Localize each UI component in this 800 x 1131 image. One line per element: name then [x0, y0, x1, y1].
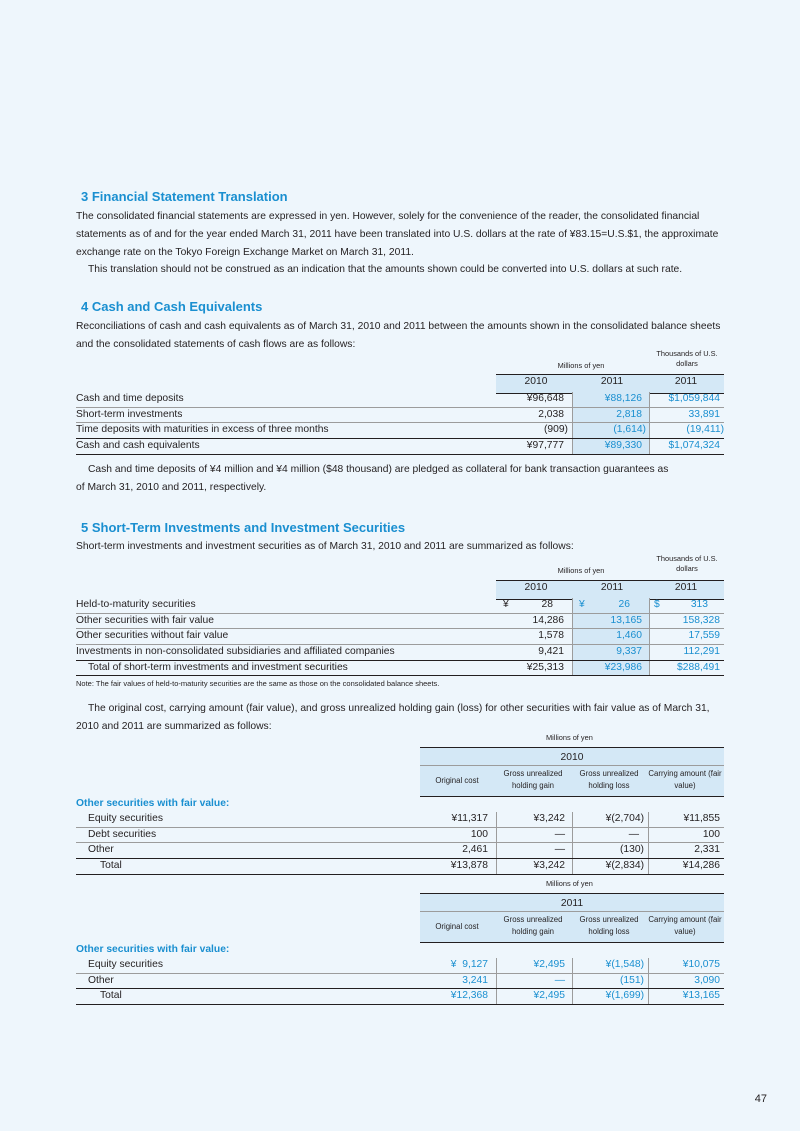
value-2010: 9,421 — [538, 646, 564, 658]
year-2011-usd: 2011 — [674, 376, 698, 387]
value-2011-usd: $1,059,844 — [668, 393, 720, 404]
section-3-p2-text: This translation should not be construed as an indication that the amounts shown could be converted into U.S. dollars at such rate. — [88, 264, 683, 275]
section-5-paragraph: Short-term investments and investment securities as of March 31, 2010 and 2011 are summarized as follows: — [76, 541, 574, 552]
table-row — [76, 408, 724, 424]
fair-value-rows-2010 — [76, 812, 724, 875]
value-2011: ¥89,330 — [604, 440, 642, 452]
year-label: 2010 — [420, 747, 724, 766]
row-label: Equity securities — [88, 813, 163, 824]
value-2011: 26 — [618, 599, 630, 610]
section-5-title: 5 Short-Term Investments and Investment Securities — [81, 520, 406, 535]
row-label: Other securities without fair value — [76, 630, 229, 642]
value-2011: (1,614) — [613, 424, 646, 436]
value-2010: 28 — [541, 599, 553, 610]
table-units-header — [76, 348, 724, 374]
row-label: Held-to-maturity securities — [76, 599, 196, 610]
col-original-cost: Original cost — [435, 922, 479, 931]
value-loss: ¥(1,699) — [605, 990, 644, 1002]
fair-value-table-2011 — [76, 879, 724, 1005]
value-original-cost: 100 — [470, 828, 488, 840]
units-usd-label: Thousands of U.S. dollars — [656, 554, 718, 573]
row-label: Debt securities — [88, 828, 157, 840]
value-2011-usd: $1,074,324 — [668, 440, 720, 452]
col-unrealized-loss: Gross unrealized holding loss — [579, 769, 639, 790]
value-original-cost: ¥13,878 — [450, 860, 488, 872]
table-row — [76, 629, 724, 645]
value-loss: ¥(2,704) — [605, 813, 644, 824]
section-5-p2-text: The original cost, carrying amount (fair value), and gross unrealized holding gain (loss) for other securities with fair value as of March 31, 2010 and 2011 are summarized as follows: — [76, 703, 710, 732]
row-label: Time deposits with maturities in excess of three months — [76, 424, 329, 436]
table-row — [76, 598, 724, 614]
table-row — [76, 423, 724, 439]
investments-table — [76, 554, 724, 676]
year-2011: 2011 — [600, 582, 624, 593]
value-2010: ¥25,313 — [526, 661, 564, 673]
category-row — [76, 797, 724, 812]
value-original-cost: 2,461 — [462, 844, 488, 856]
row-label: Equity securities — [88, 959, 163, 970]
value-2011: 13,165 — [610, 614, 642, 626]
table-row — [76, 828, 724, 844]
table-row-total — [76, 859, 724, 875]
row-label: Total of short-term investments and investment securities — [88, 661, 348, 673]
value-2010: ¥96,648 — [526, 393, 564, 404]
units-row — [76, 733, 724, 747]
units-yen-label: Millions of yen — [546, 733, 593, 742]
col-unrealized-loss: Gross unrealized holding loss — [579, 915, 639, 936]
value-2010: (909) — [543, 424, 568, 436]
section-3-paragraph-2 — [76, 261, 726, 279]
table-row — [76, 645, 724, 661]
section-4-paragraph-2 — [76, 461, 726, 497]
value-2011: ¥88,126 — [604, 393, 642, 404]
section-4-paragraph: Reconciliations of cash and cash equivalents as of March 31, 2010 and 2011 between the amounts shown in the consolidated balance sheets and the consolidated statements of cash flows are as follows: — [76, 321, 721, 350]
section-4-title: 4 Cash and Cash Equivalents — [81, 299, 263, 314]
column-header-row — [420, 912, 724, 943]
value-2011-usd: (19,411) — [686, 424, 724, 436]
units-yen-label: Millions of yen — [557, 566, 605, 575]
value-2010: 14,286 — [532, 614, 564, 626]
units-row — [76, 879, 724, 893]
col-unrealized-gain: Gross unrealized holding gain — [503, 915, 563, 936]
currency-2010: ¥ — [503, 599, 509, 610]
value-2011-usd: 313 — [690, 599, 708, 610]
year-header-row — [76, 747, 724, 766]
value-gain: ¥3,242 — [533, 813, 565, 824]
section-4-p2-text: Cash and time deposits of ¥4 million and ¥4 million ($48 thousand) are pledged as collateral for bank transaction guarantees as of March 31, 2010 and 2011, respectively. — [76, 464, 669, 493]
row-label: Cash and time deposits — [76, 393, 184, 404]
value-2011-usd: 158,328 — [682, 614, 720, 626]
value-2010: ¥97,777 — [526, 440, 564, 452]
row-label: Other securities with fair value — [76, 614, 214, 626]
units-yen-label: Millions of yen — [557, 361, 605, 370]
row-label: Short-term investments — [76, 408, 183, 420]
value-original-cost: 3,241 — [462, 974, 488, 986]
table-row — [76, 843, 724, 859]
value-2011: 2,818 — [616, 408, 642, 420]
value-loss: ¥(2,834) — [605, 860, 644, 872]
currency-2011: ¥ — [579, 599, 585, 610]
units-yen-label: Millions of yen — [546, 879, 593, 888]
value-gain: ¥3,242 — [533, 860, 565, 872]
fair-value-rows-2011 — [76, 958, 724, 1005]
year-header-row — [76, 580, 724, 598]
col-carrying-amount: Carrying amount (fair value) — [648, 769, 722, 790]
fair-value-table-2010 — [76, 733, 724, 875]
row-label: Cash and cash equivalents — [76, 440, 200, 452]
value-2011: ¥23,986 — [604, 661, 642, 673]
value-loss: — — [628, 828, 639, 840]
table-row-total — [76, 661, 724, 677]
value-gain: ¥2,495 — [533, 959, 565, 970]
value-2011: 1,460 — [616, 630, 642, 642]
value-original-cost: ¥ 9,127 — [450, 959, 488, 970]
cash-equivalents-table — [76, 348, 724, 455]
year-2010: 2010 — [524, 376, 548, 387]
year-2011-usd: 2011 — [674, 582, 698, 593]
table-units-header — [76, 554, 724, 580]
value-carrying: 3,090 — [694, 974, 720, 986]
table-row — [76, 614, 724, 630]
value-carrying: 100 — [702, 828, 720, 840]
year-header-row — [76, 374, 724, 392]
table-row — [76, 812, 724, 828]
section-3-paragraph: The consolidated financial statements are expressed in yen. However, solely for the convenience of the reader, the consolidated financial statements as of and for the year ended March 31, 2011 have been translated into U.S. dollars at the rate of ¥83.15=U.S.$1, the approximate exchange rate on the Tokyo Foreign Exchange Market on March 31, 2011. — [76, 211, 719, 258]
currency-2011-usd: $ — [654, 599, 660, 610]
value-carrying: ¥11,855 — [683, 813, 720, 824]
value-2010: 1,578 — [538, 630, 564, 642]
row-label: Total — [100, 990, 122, 1002]
row-label: Investments in non-consolidated subsidiaries and affiliated companies — [76, 646, 395, 658]
value-2011-usd: $288,491 — [677, 661, 720, 673]
value-carrying: ¥10,075 — [682, 959, 720, 970]
row-label: Other — [88, 844, 114, 856]
value-loss: ¥(1,548) — [605, 959, 644, 970]
value-2011-usd: 33,891 — [688, 408, 720, 420]
table-row-total — [76, 989, 724, 1005]
value-2010: 2,038 — [538, 408, 564, 420]
year-2010: 2010 — [524, 582, 548, 593]
page-number: 47 — [754, 1093, 767, 1105]
value-carrying: ¥13,165 — [682, 990, 720, 1002]
value-2011-usd: 17,559 — [688, 630, 720, 642]
investment-rows — [76, 598, 724, 676]
value-loss: (151) — [619, 974, 644, 986]
category-label: Other securities with fair value: — [76, 798, 230, 809]
value-loss: (130) — [619, 844, 644, 856]
footnote: Note: The fair values of held-to-maturity securities are the same as those on the consolidated balance sheets. — [76, 679, 440, 688]
column-header-row — [420, 766, 724, 797]
value-2011: 9,337 — [616, 646, 642, 658]
value-original-cost: ¥12,368 — [450, 990, 488, 1002]
col-unrealized-gain: Gross unrealized holding gain — [503, 769, 563, 790]
year-2011: 2011 — [600, 376, 624, 387]
value-gain: — — [554, 828, 565, 840]
table-row — [76, 392, 724, 408]
value-2011-usd: 112,291 — [683, 646, 720, 658]
table-row — [76, 958, 724, 974]
col-carrying-amount: Carrying amount (fair value) — [648, 915, 722, 936]
units-usd-label: Thousands of U.S. dollars — [656, 349, 718, 368]
value-gain: — — [554, 974, 565, 986]
cash-rows — [76, 392, 724, 455]
section-3-title: 3 Financial Statement Translation — [81, 189, 288, 204]
table-row-total — [76, 439, 724, 455]
value-carrying: 2,331 — [694, 844, 720, 856]
table-row — [76, 974, 724, 990]
year-label: 2011 — [420, 893, 724, 912]
col-original-cost: Original cost — [435, 776, 479, 785]
section-5-paragraph-2 — [76, 700, 726, 736]
row-label: Other — [88, 974, 114, 986]
category-row — [76, 943, 724, 958]
value-carrying: ¥14,286 — [682, 860, 720, 872]
value-gain: — — [554, 844, 565, 856]
category-label: Other securities with fair value: — [76, 944, 230, 955]
value-original-cost: ¥11,317 — [451, 813, 488, 824]
year-header-row — [76, 893, 724, 912]
value-gain: ¥2,495 — [533, 990, 565, 1002]
row-label: Total — [100, 860, 122, 872]
